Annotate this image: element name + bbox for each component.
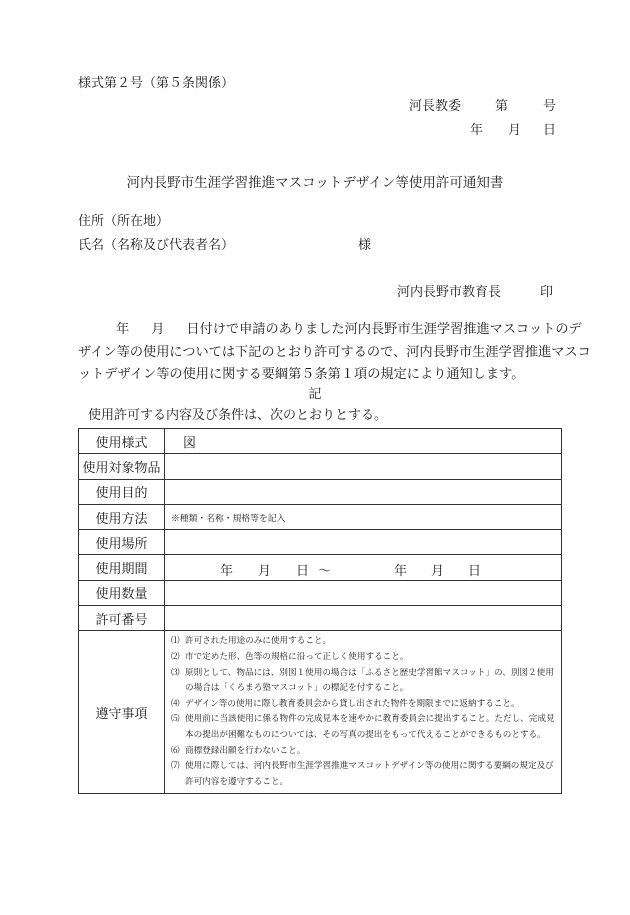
- table-row: [79, 606, 562, 631]
- table-row: [79, 504, 562, 529]
- period-day-1: 日: [296, 564, 310, 580]
- row-value: ※種類・名称・規格等を記入: [165, 504, 562, 529]
- row-label: 使用目的: [79, 479, 165, 504]
- honorific: 様: [358, 238, 372, 253]
- table-row: [79, 555, 562, 580]
- date-year: 年: [470, 123, 484, 138]
- row-label: 許可番号: [79, 606, 165, 631]
- row-value: [165, 530, 562, 555]
- address-label: 住所（所在地）: [78, 214, 170, 229]
- row-value: [165, 580, 562, 605]
- permit-table: [78, 428, 562, 794]
- list-item: ⑺ 使用に際しては、河内長野市生涯学習推進マスコットデザイン等の使用に関する要綱の規定及び許可内容を遵守すること。: [171, 761, 554, 787]
- list-item: ⑶ 原則として、物品には、別図１使用の場合は「ふるさと歴史学習館マスコット」の、別図２使用の場合は「くろまろ塾マスコット」の標記を付すること。: [171, 667, 554, 694]
- row-label: 使用場所: [79, 530, 165, 555]
- list-item: ⑹ 商標登録出願を行わないこと。: [171, 745, 306, 756]
- row-label: 遵守事項: [79, 631, 165, 794]
- list-item: ⑷ デザイン等の使用に際し教育委員会から貸し出された物件を期限までに返納すること。: [171, 698, 520, 709]
- row-label: 使用数量: [79, 580, 165, 605]
- table-row: [79, 631, 562, 794]
- period-month-2: 月: [431, 564, 445, 580]
- body-line-1: 年 月 日付けで申請のありました河内長野市生涯学習推進マスコットのデ: [116, 322, 582, 337]
- notice-body: [78, 319, 591, 387]
- period-day-2: 日: [468, 564, 482, 580]
- row-value: [165, 479, 562, 504]
- row-value: [165, 606, 562, 631]
- body-line-3: ットデザイン等の使用に関する要綱第５条第１項の規定により通知します。: [78, 367, 525, 382]
- doc-dai: 第: [495, 99, 509, 114]
- issuer-name: 河内長野市教育長: [397, 285, 502, 300]
- period-month-1: 月: [258, 564, 272, 580]
- list-item: ⑵ 市で定めた形、色等の規格に沿って正しく使用すること。: [171, 651, 409, 662]
- rules-list: [165, 631, 561, 793]
- period-tilde: ～: [318, 564, 332, 580]
- table-row: [79, 530, 562, 555]
- body-line-2: ザイン等の使用については下記のとおり許可するので、河内長野市生涯学習推進マスコ: [78, 344, 591, 360]
- row-value: 図: [165, 429, 562, 454]
- table-row: [79, 454, 562, 479]
- row-label: 使用対象物品: [79, 454, 165, 479]
- period-value: [165, 555, 562, 580]
- row-label: 使用方法: [79, 504, 165, 529]
- seal-mark: 印: [540, 285, 554, 300]
- row-label: 使用期間: [79, 555, 165, 580]
- name-label: 氏名（名称及び代表者名）: [78, 238, 235, 253]
- table-row: [79, 580, 562, 605]
- row-label: 使用様式: [79, 429, 165, 454]
- document-title: 河内長野市生涯学習推進マスコットデザイン等使用許可通知書: [126, 175, 504, 191]
- ki-heading: 記: [308, 387, 322, 402]
- table-row: [79, 429, 562, 454]
- date-month: 月: [508, 123, 522, 138]
- rules-cell: [165, 631, 562, 794]
- period-year-1: 年: [220, 564, 234, 580]
- doc-go: 号: [543, 99, 557, 114]
- date-day: 日: [543, 123, 557, 138]
- row-value: [165, 454, 562, 479]
- list-item: ⑸ 使用前に当該使用に係る物件の完成見本を速やかに教育委員会に提出すること。ただし、完成見本の提出が困難なものについては、その写真の提出をもって代えることができるものとする。: [171, 714, 555, 740]
- form-id: 様式第２号（第５条関係）: [78, 76, 235, 91]
- doc-prefix: 河長教委: [409, 99, 462, 114]
- intro-text: 使用許可する内容及び条件は、次のとおりとする。: [88, 408, 388, 423]
- table-row: [79, 479, 562, 504]
- list-item: ⑴ 許可された用途のみに使用すること。: [171, 636, 332, 647]
- period-year-2: 年: [394, 564, 408, 580]
